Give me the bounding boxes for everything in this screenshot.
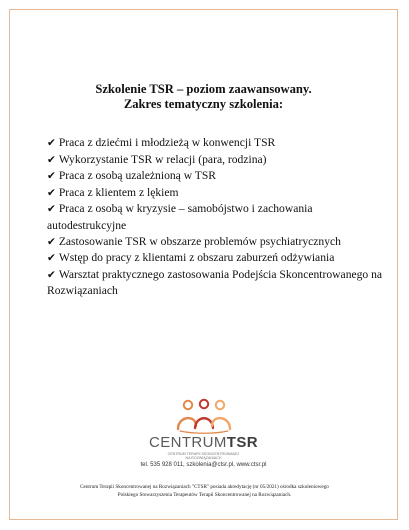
list-item [47, 135, 392, 152]
centrum-tsr-logo [10, 398, 397, 460]
checkmark-icon: ✔ [47, 170, 56, 183]
document-page [9, 9, 398, 520]
list-item-text: Praca z klientem z lękiem [58, 185, 179, 199]
list-item [47, 234, 392, 251]
list-item-text: Praca z osobą w kryzysie – samobójstwo i zachowania autodestrukcyjne [47, 202, 313, 232]
list-item [47, 168, 392, 185]
title-line-1: Szkolenie TSR – poziom zaawansowany. [95, 82, 312, 96]
list-item [47, 185, 392, 202]
checkmark-icon: ✔ [47, 186, 56, 199]
list-item-text: Wykorzystanie TSR w relacji (para, rodzina) [58, 152, 267, 166]
footer-line-1: Centrum Terapii Skoncentrowanej na Rozwiązaniach "CTSR" posiada akredytację (nr 05/2021) ośrodka szkoleniowego [80, 484, 329, 490]
list-item [47, 152, 392, 169]
checkmark-icon: ✔ [47, 153, 56, 166]
footer-line-2: Polskiego Stowarzyszenia Terapeutów Terapii Skoncentrowanej na Rozwiązaniach. [117, 491, 292, 498]
topics-list [47, 135, 392, 299]
title-line-2: Zakres tematyczny szkolenia: [123, 97, 284, 111]
list-item-text: Zastosowanie TSR w obszarze problemów psychiatrycznych [58, 234, 341, 248]
people-logo-icon [174, 398, 234, 434]
brand-tagline: CENTRUM TERAPII SKONCENTROWANEJ NA ROZWIĄZANIACH [167, 452, 240, 460]
checkmark-icon: ✔ [47, 203, 56, 216]
list-item [47, 201, 392, 233]
list-item-text: Warsztat praktycznego zastosowania Podejścia Skoncentrowanego na Rozwiązaniach [47, 267, 383, 298]
list-item-text: Praca z dziećmi i młodzieżą w konwencji TSR [58, 136, 276, 149]
checkmark-icon: ✔ [47, 268, 56, 281]
document-title [10, 82, 397, 112]
accreditation-note [24, 484, 385, 500]
checkmark-icon: ✔ [47, 252, 56, 265]
contact-info: tel. 535 928 011, szkolenia@ctsr.pl, www.ctsr.pl [140, 462, 267, 468]
list-item [47, 250, 392, 267]
checkmark-icon: ✔ [47, 137, 56, 149]
list-item-text: Wstęp do pracy z klientami z obszaru zaburzeń odżywiania [58, 251, 335, 265]
list-item-text: Praca z osobą uzależnioną w TSR [58, 169, 217, 183]
list-item [47, 267, 392, 299]
brand-name: CENTRUMTSR [149, 434, 258, 451]
checkmark-icon: ✔ [47, 235, 56, 248]
